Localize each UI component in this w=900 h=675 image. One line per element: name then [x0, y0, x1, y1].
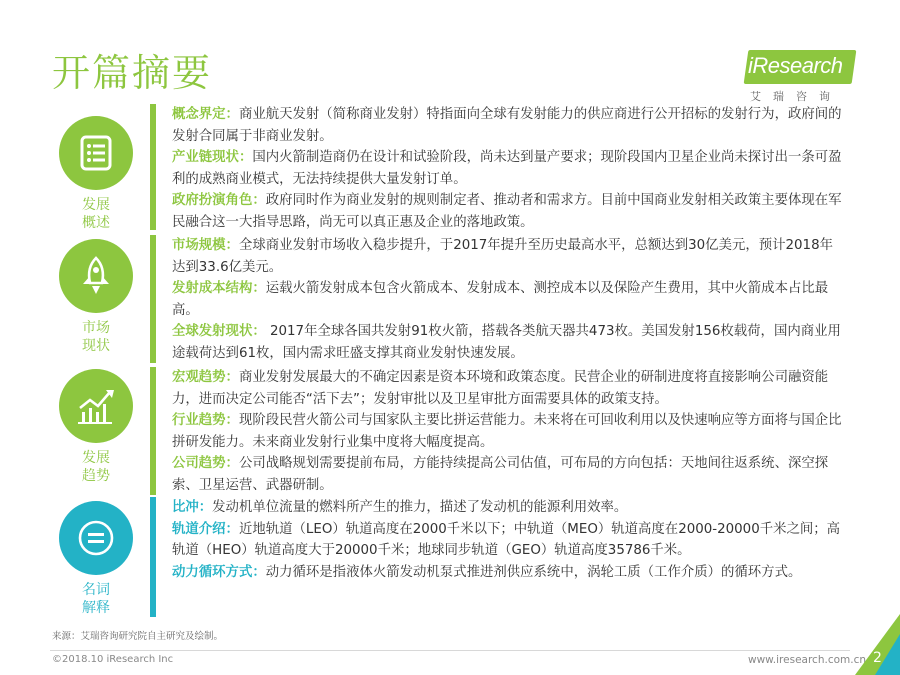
paragraph-text: 发动机单位流量的燃料所产生的推力，描述了发动机的能源利用效率。 [212, 500, 628, 515]
label-line-1: 发展 [82, 197, 110, 213]
page-number: 2 [873, 650, 882, 666]
section-text [172, 497, 842, 583]
section-divider-bar [150, 235, 156, 363]
label-line-2: 现状 [82, 338, 110, 354]
footer-url[interactable]: www.iresearch.com.cn [748, 654, 867, 666]
section-label [50, 581, 142, 617]
paragraph [172, 104, 842, 147]
paragraph-text: 近地轨道（LEO）轨道高度在2000千米以下；中轨道（MEO）轨道高度在2000-20000千米之间；高轨道（HEO）轨道高度大于20000千米；地球同步轨道（GEO）轨道高度35786千米。 [172, 521, 841, 559]
page-title: 开篇摘要 [52, 51, 213, 95]
paragraph [172, 367, 842, 410]
section-text [172, 235, 842, 365]
iresearch-logo [742, 50, 854, 106]
paragraph-label: 发射成本结构： [172, 281, 266, 297]
paragraph [172, 453, 842, 496]
paragraph-label: 市场规模： [172, 238, 239, 253]
paragraph-label: 比冲： [172, 500, 213, 515]
footer-copyright: ©2018.10 iResearch Inc [52, 654, 174, 665]
list-icon [59, 116, 133, 190]
section-overview [50, 104, 840, 234]
paragraph [172, 321, 842, 364]
section-glossary [50, 497, 840, 622]
label-line-1: 市场 [82, 320, 110, 336]
paragraph-label: 全球发射现状： [172, 324, 266, 340]
section-divider-bar [150, 367, 156, 495]
paragraph [172, 497, 842, 519]
section-icon-column [50, 116, 142, 232]
label-line-2: 解释 [82, 600, 110, 616]
section-text [172, 367, 842, 497]
footer-divider [50, 650, 850, 651]
label-line-2: 概述 [82, 215, 110, 231]
paragraph-text: 动力循环是指液体火箭发动机泵式推进剂供应系统中，涡轮工质（工作介质）的循环方式。 [265, 564, 802, 580]
paragraph [172, 235, 842, 278]
section-trends [50, 367, 840, 497]
section-icon-column [50, 369, 142, 485]
paragraph-label: 政府扮演角色： [172, 193, 266, 209]
paragraph-text: 国内火箭制造商仍在设计和试验阶段，尚未达到量产要求；现阶段国内卫星企业尚未探讨出一条可盈利的成熟商业模式，无法持续提供大量发射订单。 [172, 150, 842, 187]
paragraph-label: 概念界定： [172, 107, 239, 122]
section-icon-column [50, 501, 142, 617]
paragraph [172, 278, 842, 321]
logo-subtitle: 艾瑞咨询 [750, 90, 842, 103]
label-line-1: 名词 [82, 582, 110, 598]
paragraph-text: 政府同时作为商业发射的规则制定者、推动者和需求方。目前中国商业发射相关政策主要体现在军民融合这一大指导思路，尚无可以真正惠及企业的落地政策。 [172, 193, 842, 230]
section-label [50, 196, 142, 232]
paragraph-label: 产业链现状： [172, 150, 253, 166]
section-market [50, 235, 840, 365]
section-label [50, 319, 142, 355]
paragraph-label: 宏观趋势： [172, 370, 239, 385]
paragraph [172, 147, 842, 190]
section-divider-bar [150, 104, 156, 230]
rocket-icon [59, 239, 133, 313]
label-line-1: 发展 [82, 450, 110, 466]
paragraph [172, 519, 842, 562]
paragraph [172, 562, 842, 584]
paragraph [172, 410, 842, 453]
trend-chart-icon [59, 369, 133, 443]
paragraph-text: 商业航天发射（简称商业发射）特指面向全球有发射能力的供应商进行公开招标的发射行为，政府间的发射合同属于非商业发射。 [172, 107, 842, 144]
section-divider-bar [150, 497, 156, 617]
paragraph-label: 公司趋势： [172, 456, 239, 472]
section-label [50, 449, 142, 485]
paragraph [172, 190, 842, 233]
section-text [172, 104, 842, 234]
equals-icon [59, 501, 133, 575]
logo-text: iResearch [748, 53, 843, 78]
paragraph-text: 运载火箭发射成本包含火箭成本、发射成本、测控成本以及保险产生费用，其中火箭成本占比最高。 [172, 281, 829, 318]
paragraph-text: 2017年全球各国共发射91枚火箭，搭载各类航天器共473枚。美国发射156枚载荷，国内商业用途载荷达到61枚，国内需求旺盛支撑其商业发射快速发展。 [172, 324, 841, 361]
paragraph-text: 全球商业发射市场收入稳步提升，于2017年提升至历史最高水平，总额达到30亿美元，预计2018年达到33.6亿美元。 [172, 238, 833, 275]
paragraph-text: 公司战略规划需要提前布局，方能持续提高公司估值，可布局的方向包括：天地间往返系统、深空探索、卫星运营、武器研制。 [172, 456, 829, 493]
paragraph-label: 动力循环方式： [172, 564, 266, 580]
paragraph-text: 商业发射发展最大的不确定因素是资本环境和政策态度。民营企业的研制进度将直接影响公司融资能力，进而决定公司能否“活下去”；发射审批以及卫星审批方面需要具体的政策支持。 [172, 370, 829, 407]
source-note: 来源：艾瑞咨询研究院自主研究及绘制。 [52, 631, 224, 642]
section-icon-column [50, 239, 142, 355]
paragraph-label: 行业趋势： [172, 413, 239, 429]
label-line-2: 趋势 [82, 468, 110, 484]
paragraph-label: 轨道介绍： [172, 521, 239, 537]
paragraph-text: 现阶段民营火箭公司与国家队主要比拼运营能力。未来将在可回收利用以及快速响应等方面将与国企比拼研发能力。未来商业发射行业集中度将大幅度提高。 [172, 413, 842, 450]
